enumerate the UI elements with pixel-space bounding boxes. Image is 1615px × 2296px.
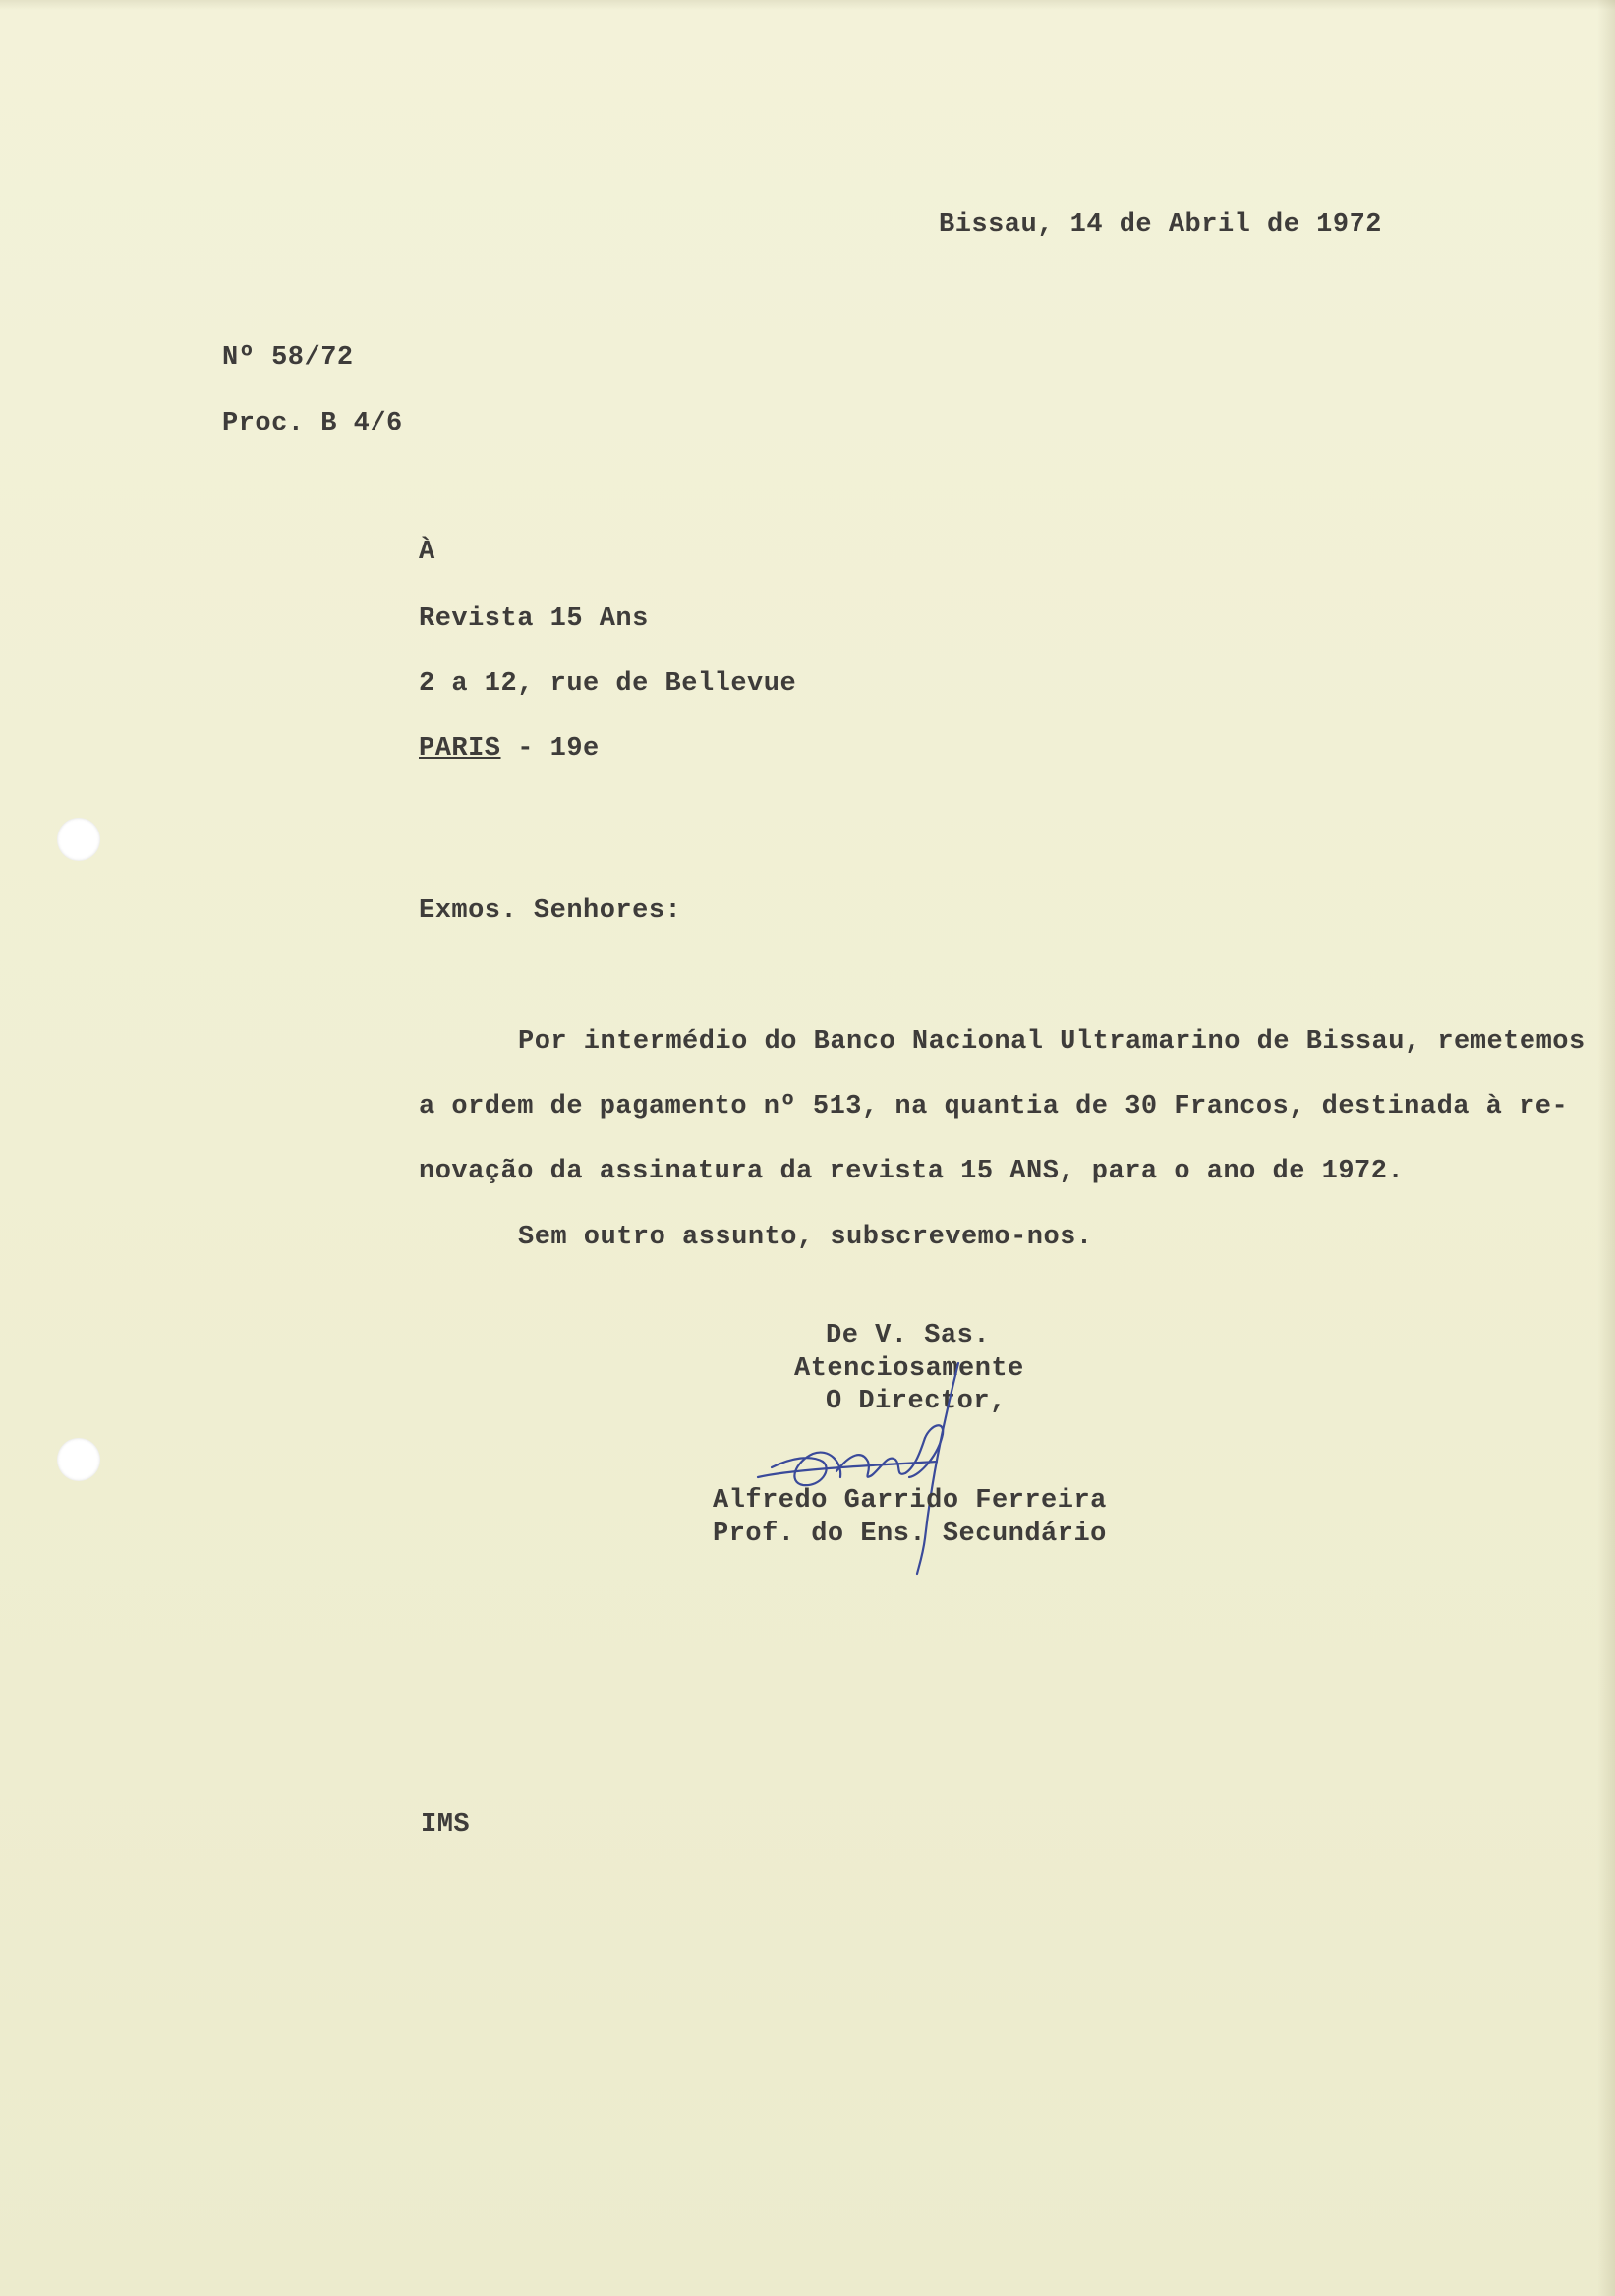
paper-edge-right: [1597, 0, 1615, 2296]
punch-hole-upper: [57, 818, 100, 861]
salutation: Exmos. Senhores:: [419, 896, 682, 926]
closing-line: Sem outro assunto, subscrevemo-nos.: [518, 1223, 1093, 1252]
body-line-3: novação da assinatura da revista 15 ANS, para o ano de 1972.: [419, 1157, 1405, 1186]
reference-number: Nº 58/72: [222, 343, 354, 373]
typist-initials: IMS: [421, 1810, 471, 1840]
recipient-city-line: [419, 736, 600, 763]
recipient-city-suffix: - 19e: [500, 734, 600, 764]
body-line-2: a ordem de pagamento nº 513, na quantia de 30 Francos, destinada à re-: [419, 1092, 1569, 1121]
recipient-street: 2 a 12, rue de Bellevue: [419, 669, 797, 699]
recipient-name: Revista 15 Ans: [419, 604, 649, 634]
signoff-line-3: O Director,: [826, 1387, 1007, 1416]
recipient-prefix: À: [419, 538, 435, 567]
signoff-line-1: De V. Sas.: [826, 1321, 991, 1350]
punch-hole-lower: [57, 1438, 100, 1481]
signoff-line-2: Atenciosamente: [794, 1354, 1024, 1384]
paper-edge-top: [0, 0, 1615, 10]
recipient-city: PARIS: [419, 734, 501, 764]
date-line: Bissau, 14 de Abril de 1972: [939, 210, 1382, 240]
process-reference: Proc. B 4/6: [222, 409, 403, 438]
body-line-1: Por intermédio do Banco Nacional Ultramarino de Bissau, remetemos: [518, 1027, 1586, 1057]
signatory-title: Prof. do Ens. Secundário: [713, 1520, 1107, 1549]
signatory-name: Alfredo Garrido Ferreira: [713, 1486, 1107, 1516]
